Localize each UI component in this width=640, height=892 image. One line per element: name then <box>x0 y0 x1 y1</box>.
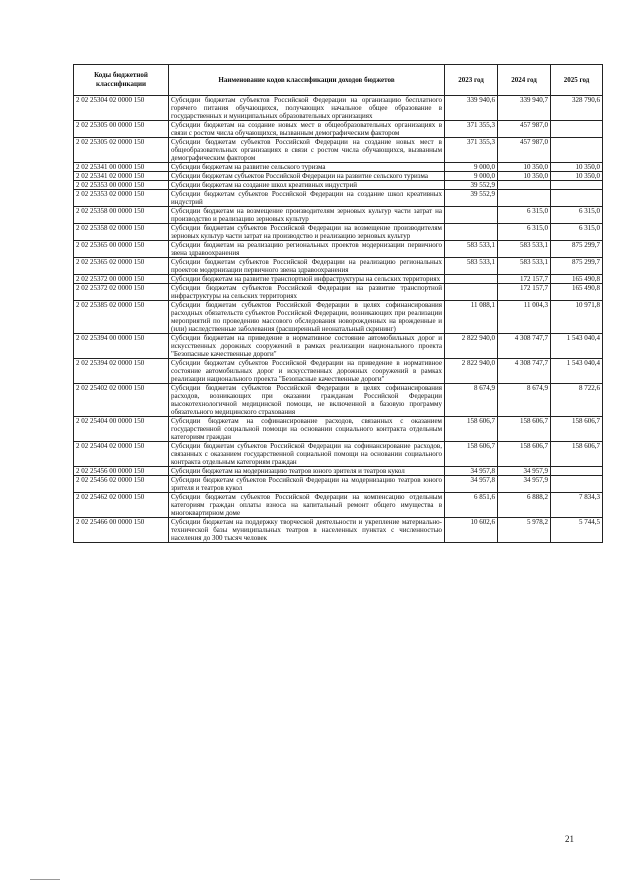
row-2023: 371 355,3 <box>445 121 498 138</box>
row-code: 2 02 25402 02 0000 150 <box>74 384 169 417</box>
row-2025: 165 490,8 <box>551 284 603 301</box>
row-2025: 165 490,8 <box>551 275 603 284</box>
row-2023: 9 000,0 <box>445 163 498 172</box>
row-2024 <box>498 190 551 207</box>
row-2023 <box>445 224 498 241</box>
row-name: Субсидии бюджетам субъектов Российской Федерации на возмещение производителям зерновых культур части затрат на производство и реализацию зерновых культур <box>169 224 445 241</box>
row-code: 2 02 25394 00 0000 150 <box>74 334 169 359</box>
row-2025 <box>551 476 603 493</box>
table-row <box>74 207 603 224</box>
row-code: 2 02 25456 02 0000 150 <box>74 476 169 493</box>
row-2025: 328 790,6 <box>551 96 603 121</box>
row-name: Субсидии бюджетам на реализацию региональных проектов модернизации первичного звена здравоохранения <box>169 241 445 258</box>
row-code: 2 02 25304 02 0000 150 <box>74 96 169 121</box>
table-row <box>74 241 603 258</box>
row-2025 <box>551 121 603 138</box>
page-number: 21 <box>565 834 574 844</box>
row-2023: 11 088,1 <box>445 301 498 334</box>
row-2023: 39 552,9 <box>445 190 498 207</box>
row-2024: 8 674,9 <box>498 384 551 417</box>
row-2023: 8 674,9 <box>445 384 498 417</box>
row-code: 2 02 25404 02 0000 150 <box>74 442 169 467</box>
row-2025 <box>551 467 603 476</box>
row-name: Субсидии бюджетам субъектов Российской Федерации на софинансирование расходов, связанных с оказанием государственной социальной помощи на основании социального контракта отдельным категориям граждан <box>169 442 445 467</box>
header-year-2023: 2023 год <box>445 65 498 96</box>
row-code: 2 02 25365 02 0000 150 <box>74 258 169 275</box>
row-2023: 10 602,6 <box>445 518 498 543</box>
row-name: Субсидии бюджетам субъектов Российской Федерации на организацию бесплатного горячего питания обучающихся, получающих начальное общее образование в государственных и муниципальных образовательных организациях <box>169 96 445 121</box>
table-row <box>74 275 603 284</box>
row-name: Субсидии бюджетам субъектов Российской Федерации на развитие транспортной инфраструктуры на сельских территориях <box>169 284 445 301</box>
row-2024: 6 888,2 <box>498 493 551 518</box>
row-2025: 7 834,3 <box>551 493 603 518</box>
row-2024: 34 957,9 <box>498 467 551 476</box>
row-2025 <box>551 190 603 207</box>
row-name: Субсидии бюджетам на модернизацию театров юного зрителя и театров кукол <box>169 467 445 476</box>
row-name: Субсидии бюджетам субъектов Российской Федерации в целях софинансирования расходов, возникающих при оказании гражданам Российской Федерации высокотехнологичной медицинской помощи, не включенной в базовую программу обязательного медицинского страхования <box>169 384 445 417</box>
table-header-row <box>74 65 603 96</box>
row-2025: 6 315,0 <box>551 224 603 241</box>
row-2024: 158 606,7 <box>498 417 551 442</box>
row-code: 2 02 25466 00 0000 150 <box>74 518 169 543</box>
row-2023: 339 940,6 <box>445 96 498 121</box>
table-row <box>74 384 603 417</box>
row-2025: 10 971,8 <box>551 301 603 334</box>
footer-divider <box>30 879 60 880</box>
table-row <box>74 493 603 518</box>
row-name: Субсидии бюджетам субъектов Российской Федерации на создание школ креативных индустрий <box>169 190 445 207</box>
table-row <box>74 163 603 172</box>
row-code: 2 02 25358 02 0000 150 <box>74 224 169 241</box>
row-name: Субсидии бюджетам субъектов Российской Федерации на развитие сельского туризма <box>169 172 445 181</box>
row-2023: 158 606,7 <box>445 442 498 467</box>
row-2025: 875 299,7 <box>551 241 603 258</box>
row-name: Субсидии бюджетам на развитие сельского туризма <box>169 163 445 172</box>
row-2025: 158 606,7 <box>551 417 603 442</box>
table-row <box>74 334 603 359</box>
header-year-2025: 2025 год <box>551 65 603 96</box>
row-code: 2 02 25365 00 0000 150 <box>74 241 169 258</box>
row-name: Субсидии бюджетам субъектов Российской Федерации на модернизацию театров юного зрителя и театров кукол <box>169 476 445 493</box>
row-name: Субсидии бюджетам на развитие транспортной инфраструктуры на сельских территориях <box>169 275 445 284</box>
table-row <box>74 121 603 138</box>
row-name: Субсидии бюджетам на создание школ креативных индустрий <box>169 181 445 190</box>
row-2023: 158 606,7 <box>445 417 498 442</box>
row-2024: 172 157,7 <box>498 275 551 284</box>
header-name: Наименование кодов классификации доходов бюджетов <box>169 65 445 96</box>
row-2024: 6 315,0 <box>498 224 551 241</box>
row-2025: 875 299,7 <box>551 258 603 275</box>
table-row <box>74 172 603 181</box>
table-row <box>74 518 603 543</box>
row-code: 2 02 25404 00 0000 150 <box>74 417 169 442</box>
row-2024: 158 606,7 <box>498 442 551 467</box>
row-code: 2 02 25305 02 0000 150 <box>74 138 169 163</box>
row-2023: 6 851,6 <box>445 493 498 518</box>
row-name: Субсидии бюджетам субъектов Российской Федерации на реализацию региональных проектов модернизации первичного звена здравоохранения <box>169 258 445 275</box>
row-2023: 583 533,1 <box>445 258 498 275</box>
row-2025: 1 543 040,4 <box>551 359 603 384</box>
table-row <box>74 181 603 190</box>
table-row <box>74 138 603 163</box>
row-2023: 371 355,3 <box>445 138 498 163</box>
row-code: 2 02 25385 02 0000 150 <box>74 301 169 334</box>
row-2025: 158 606,7 <box>551 442 603 467</box>
header-year-2024: 2024 год <box>498 65 551 96</box>
row-2024: 457 987,0 <box>498 121 551 138</box>
row-2024: 457 987,0 <box>498 138 551 163</box>
row-name: Субсидии бюджетам на софинансирование расходов, связанных с оказанием государственной социальной помощи на основании социального контракта отдельным категориям граждан <box>169 417 445 442</box>
row-code: 2 02 25353 02 0000 150 <box>74 190 169 207</box>
row-2024: 11 004,3 <box>498 301 551 334</box>
row-code: 2 02 25341 00 0000 150 <box>74 163 169 172</box>
row-name: Субсидии бюджетам субъектов Российской Федерации на приведение в нормативное состояние автомобильных дорог и искусственных дорожных сооружений в рамках реализации национального проекта "Безопасные качественные дороги" <box>169 359 445 384</box>
row-2024: 172 157,7 <box>498 284 551 301</box>
row-2025: 8 722,6 <box>551 384 603 417</box>
table-row <box>74 284 603 301</box>
row-2023 <box>445 275 498 284</box>
row-2023 <box>445 207 498 224</box>
table-row <box>74 417 603 442</box>
row-2024: 5 978,2 <box>498 518 551 543</box>
row-2024: 583 533,1 <box>498 241 551 258</box>
row-2025: 6 315,0 <box>551 207 603 224</box>
row-name: Субсидии бюджетам субъектов Российской Федерации на создание новых мест в общеобразовательных организациях в связи с ростом числа обучающихся, вызванным демографическим фактором <box>169 138 445 163</box>
row-code: 2 02 25372 00 0000 150 <box>74 275 169 284</box>
row-2024: 583 533,1 <box>498 258 551 275</box>
row-name: Субсидии бюджетам на приведение в нормативное состояние автомобильных дорог и искусственных дорожных сооружений в рамках реализации национального проекта "Безопасные качественные дороги" <box>169 334 445 359</box>
row-2024 <box>498 181 551 190</box>
row-2023: 2 822 940,0 <box>445 359 498 384</box>
row-2023: 583 533,1 <box>445 241 498 258</box>
budget-classification-table <box>73 64 603 543</box>
row-2024: 6 315,0 <box>498 207 551 224</box>
row-code: 2 02 25462 02 0000 150 <box>74 493 169 518</box>
row-2025: 1 543 040,4 <box>551 334 603 359</box>
table-row <box>74 224 603 241</box>
table-row <box>74 301 603 334</box>
row-2024: 4 308 747,7 <box>498 334 551 359</box>
table-row <box>74 190 603 207</box>
row-2024: 10 350,0 <box>498 172 551 181</box>
row-2023: 39 552,9 <box>445 181 498 190</box>
row-name: Субсидии бюджетам субъектов Российской Федерации в целях софинансирования расходных обязательств субъектов Российской Федерации, возникающих при реализации мероприятий по проведению массового обследования новорожденных на врожденные и (или) наследственные заболевания (расширенный неонатальный скрининг) <box>169 301 445 334</box>
row-2025 <box>551 138 603 163</box>
row-2023: 2 822 940,0 <box>445 334 498 359</box>
row-name: Субсидии бюджетам субъектов Российской Федерации на компенсацию отдельным категориям граждан оплаты взноса на капитальный ремонт общего имущества в многоквартирном доме <box>169 493 445 518</box>
row-code: 2 02 25456 00 0000 150 <box>74 467 169 476</box>
row-2025: 10 350,0 <box>551 172 603 181</box>
row-2024: 339 940,7 <box>498 96 551 121</box>
row-code: 2 02 25358 00 0000 150 <box>74 207 169 224</box>
row-name: Субсидии бюджетам на возмещение производителям зерновых культур части затрат на производство и реализацию зерновых культур <box>169 207 445 224</box>
row-2023: 34 957,8 <box>445 476 498 493</box>
row-name: Субсидии бюджетам на создание новых мест в общеобразовательных организациях в связи с ростом числа обучающихся, вызванным демографическим фактором <box>169 121 445 138</box>
table-row <box>74 442 603 467</box>
row-code: 2 02 25305 00 0000 150 <box>74 121 169 138</box>
row-code: 2 02 25353 00 0000 150 <box>74 181 169 190</box>
row-2024: 10 350,0 <box>498 163 551 172</box>
header-code: Коды бюджетной классификации <box>74 65 169 96</box>
row-name: Субсидии бюджетам на поддержку творческой деятельности и укрепление материально-технической базы муниципальных театров в населенных пунктах с численностью населения до 300 тысяч человек <box>169 518 445 543</box>
row-2024: 4 308 747,7 <box>498 359 551 384</box>
row-2024: 34 957,9 <box>498 476 551 493</box>
row-2025 <box>551 181 603 190</box>
row-code: 2 02 25394 02 0000 150 <box>74 359 169 384</box>
row-code: 2 02 25341 02 0000 150 <box>74 172 169 181</box>
row-2023 <box>445 284 498 301</box>
row-2023: 9 000,0 <box>445 172 498 181</box>
table-row <box>74 476 603 493</box>
table-row <box>74 467 603 476</box>
row-2025: 10 350,0 <box>551 163 603 172</box>
table-row <box>74 359 603 384</box>
row-2023: 34 957,8 <box>445 467 498 476</box>
row-code: 2 02 25372 02 0000 150 <box>74 284 169 301</box>
table-row <box>74 96 603 121</box>
table-row <box>74 258 603 275</box>
row-2025: 5 744,5 <box>551 518 603 543</box>
